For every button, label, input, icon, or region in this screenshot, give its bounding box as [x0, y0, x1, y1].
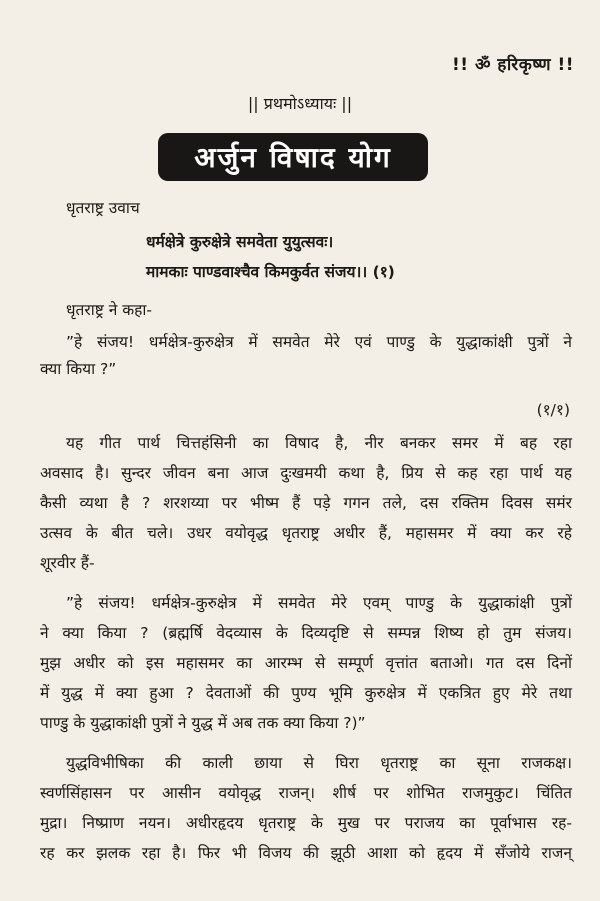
para3-line-3: मुद्रा। निष्प्राण नयन। अधीरहृदय धृतराष्ट्र के मुख पर पराजय का पूर्वाभास रह-	[40, 814, 572, 832]
para1-line-5: शूरवीर हैं-	[40, 554, 95, 572]
para2-line-3: मुझ अधीर को इस महासमर का आरम्भ से सम्पूर्ण वृत्तांत बताओ। गत दस दिनों	[40, 654, 572, 672]
invocation-header: !! ॐ हरिकृष्ण !!	[452, 55, 574, 75]
verse-line-2: मामकाः पाण्डवाश्चैव किमकुर्वत संजय।। (१)	[146, 263, 395, 281]
para3-line-1: युद्धविभीषिका की काली छाया से घिरा धृतराष्ट्र का सूना राजकक्ष।	[66, 754, 572, 772]
speaker-line: धृतराष्ट्र उवाच	[66, 199, 140, 217]
para2-line-5: पाण्डु के युद्धाकांक्षी पुत्रों ने युद्ध में अब तक क्या किया ?)”	[40, 714, 366, 732]
para2-line-1: ”हे संजय! धर्मक्षेत्र-कुरुक्षेत्र में समवेत मेरे एवम् पाण्डु के युद्धाकांक्षी पुत्रों	[66, 594, 572, 612]
para1-line-3: कैसी व्यथा है ? शरशय्या पर भीष्म हैं पड़े गगन तले, दस रक्तिम दिवस समंर	[40, 494, 572, 512]
translation-line-2: क्या किया ?”	[40, 360, 117, 378]
para2-line-2: ने क्या किया ? (ब्रह्मर्षि वेदव्यास के दिव्यदृष्टि से सम्पन्न शिष्य हो तुम संजय।	[40, 624, 572, 642]
verse-line-1: धर्मक्षेत्रे कुरुक्षेत्रे समवेता युयुत्सवः।	[146, 233, 334, 251]
verse-reference: (१/१)	[536, 401, 570, 419]
para1-line-1: यह गीत पार्थ चित्तहंसिनी का विषाद है, नीर बनकर समर में बह रहा	[66, 434, 572, 452]
para3-line-4: रह कर झलक रहा है। फिर भी विजय की झूठी आशा को हृदय में सँजोये राजन्	[40, 844, 572, 862]
para1-line-4: उत्सव के बीत चले। उधर वयोवृद्ध धृतराष्ट्र अधीर हैं, महासमर में क्या कर रहे	[40, 524, 572, 542]
para3-line-2: स्वर्णसिंहासन पर आसीन वयोवृद्ध राजन्। शीर्ष पर शोभित राजमुकुट। चिंतित	[40, 784, 572, 802]
translation-line-1: ”हे संजय! धर्मक्षेत्र-कुरुक्षेत्र में समवेत मेरे एवं पाण्डु के युद्धाकांक्षी पुत्रों ने	[66, 333, 572, 351]
para2-line-4: में युद्ध में क्या हुआ ? देवताओं की पुण्य भूमि कुरुक्षेत्र में एकत्रित हुए मेरे तथा	[40, 684, 572, 702]
chapter-title: अर्जुन विषाद योग	[158, 133, 428, 181]
chapter-number: || प्रथमोऽध्यायः ||	[247, 94, 353, 113]
said-line: धृतराष्ट्र ने कहा-	[66, 301, 152, 319]
para1-line-2: अवसाद है। सुन्दर जीवन बना आज दुःखमयी कथा है, प्रिय से कह रहा पार्थ यह	[40, 464, 572, 482]
